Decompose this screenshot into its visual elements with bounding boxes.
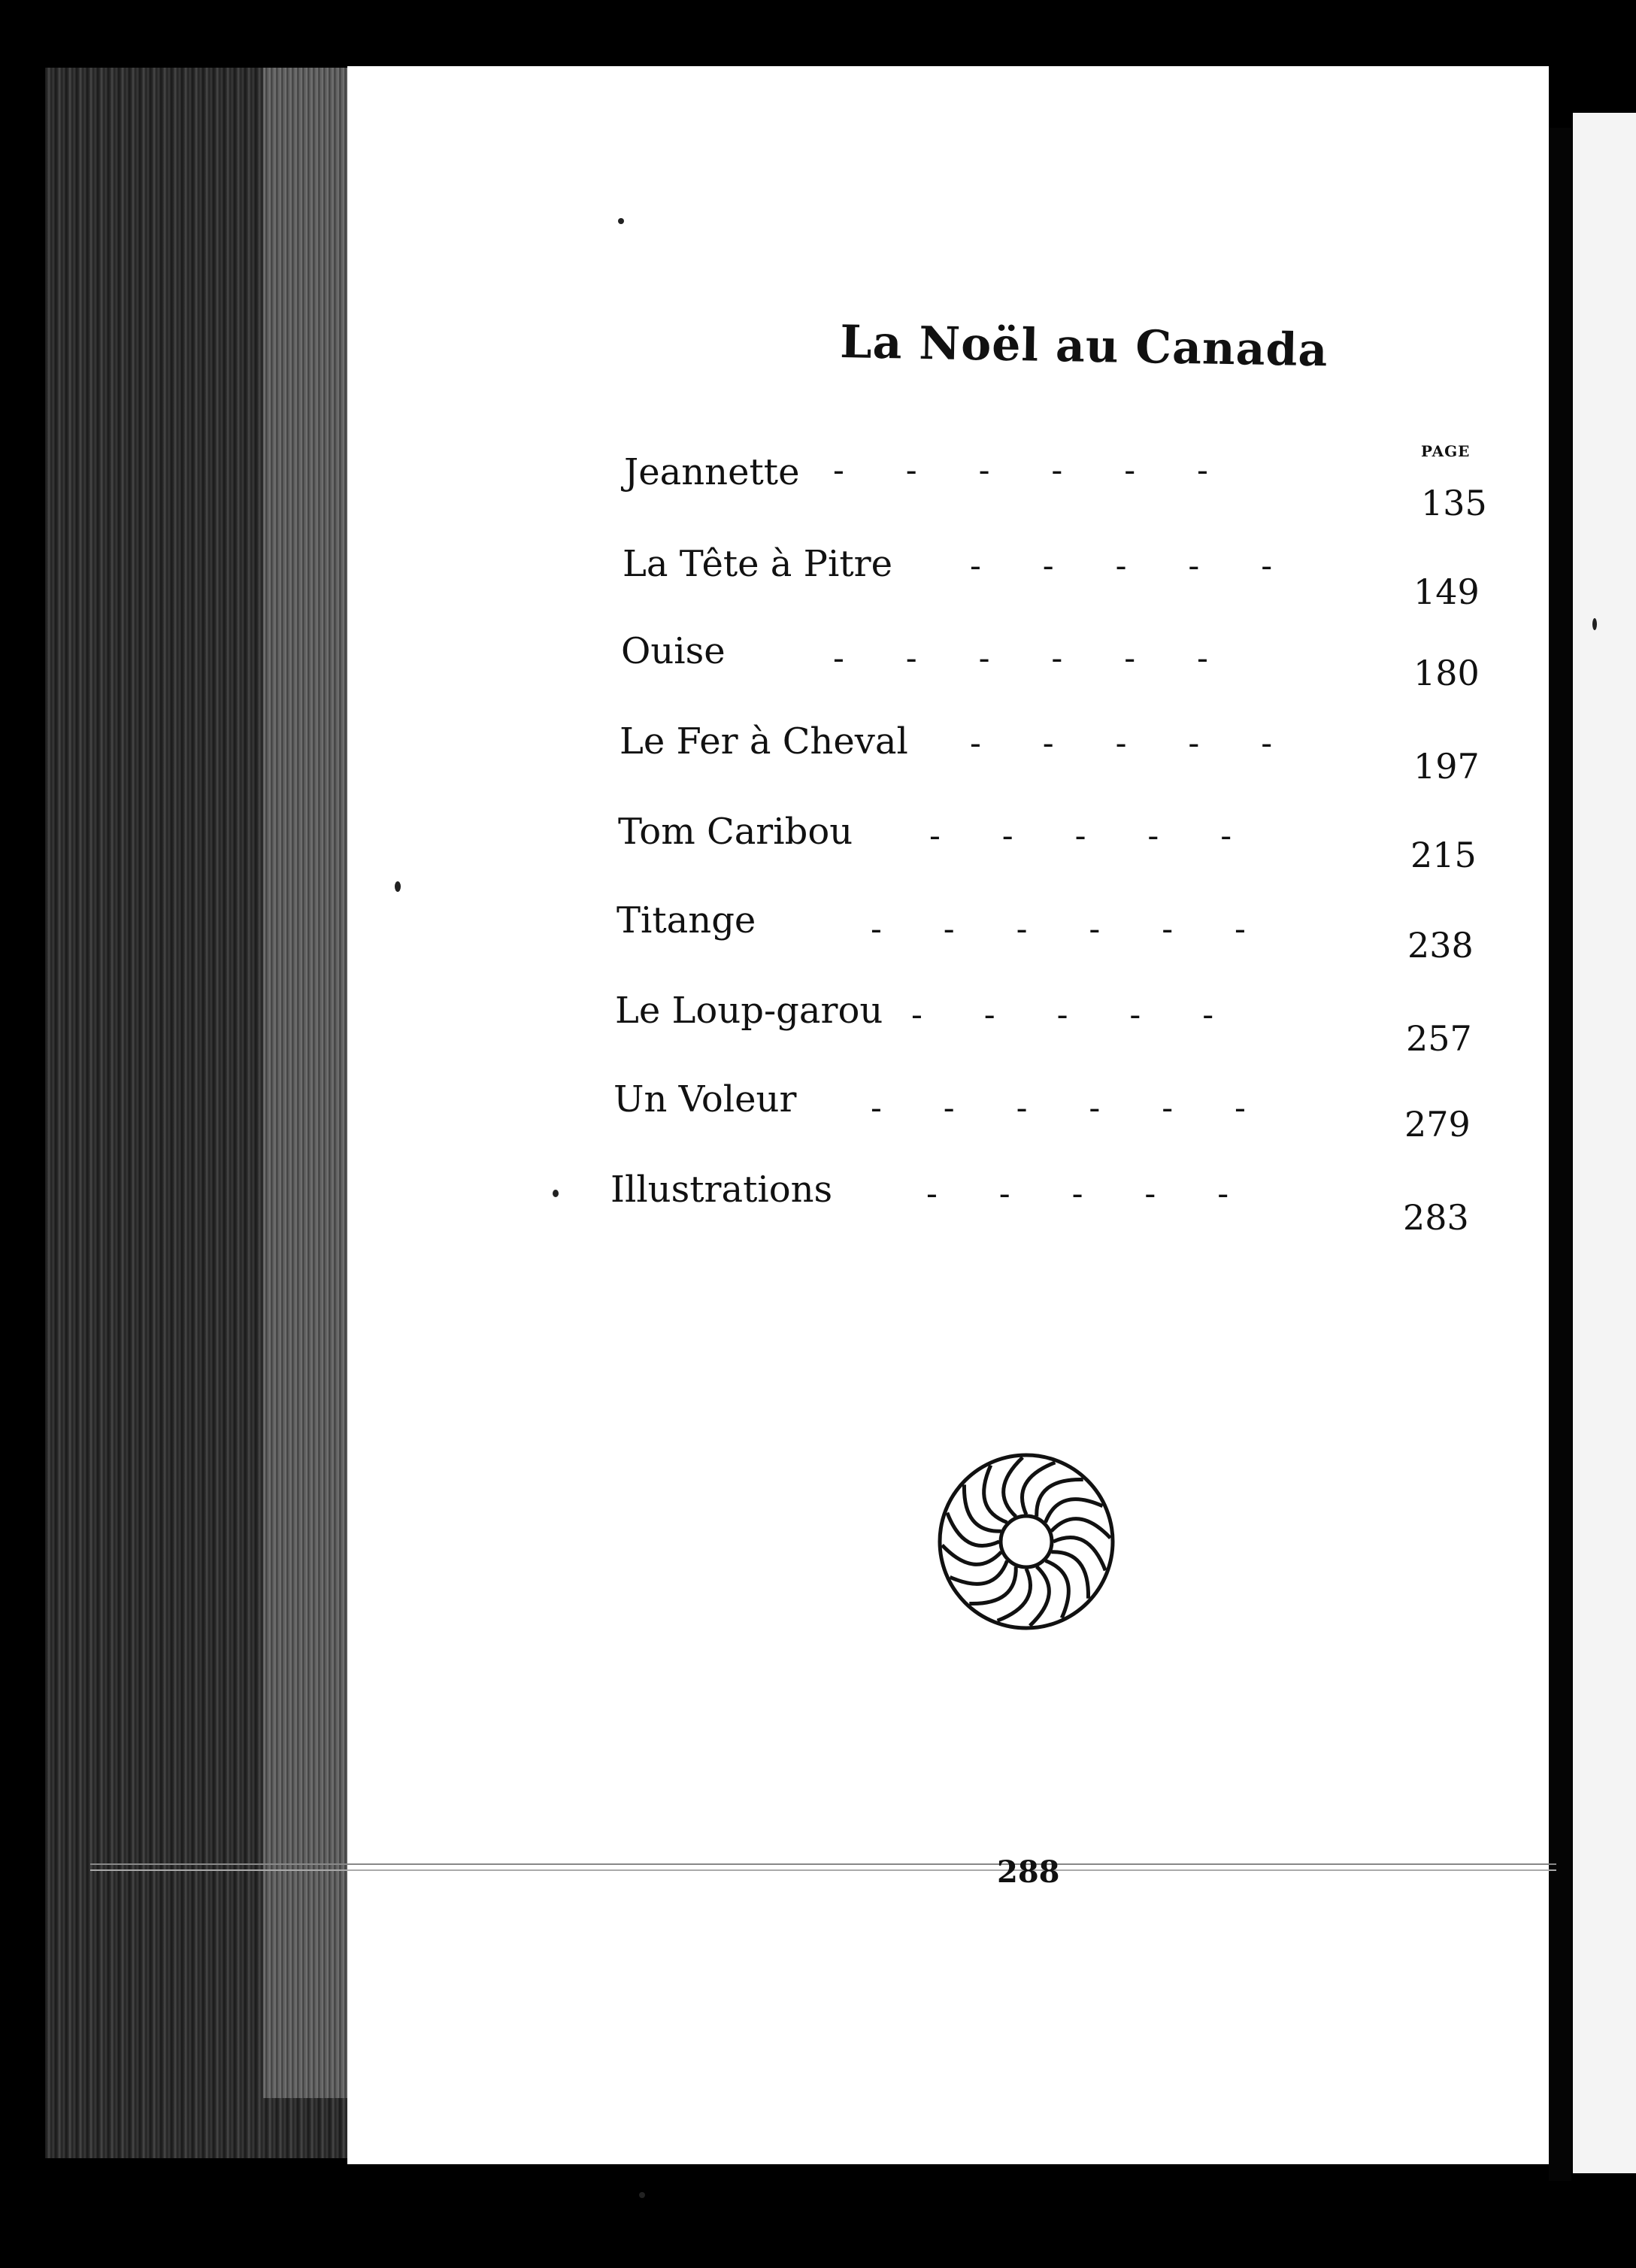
scan-speck (618, 218, 624, 224)
toc-entry-title: Illustrations (610, 1169, 833, 1211)
contents-title: La Noël au Canada (839, 316, 1328, 377)
toc-entry-page: 135 (1421, 483, 1487, 523)
toc-entry (0, 811, 1636, 875)
toc-entry-page: 149 (1413, 572, 1480, 612)
toc-leader-dots: - - - - - (970, 724, 1274, 763)
toc-entry-page: 283 (1403, 1197, 1469, 1238)
toc-leader-dots: - - - - - (929, 817, 1234, 855)
toc-entry-title: Titange (617, 899, 756, 941)
scan-speck (1592, 618, 1597, 630)
toc-entry (0, 1169, 1636, 1238)
scan-speck (553, 1190, 559, 1197)
toc-entry-page: 238 (1407, 925, 1474, 966)
page-column-label: PAGE (1421, 442, 1471, 460)
toc-entry-page: 215 (1410, 835, 1477, 875)
toc-entry (0, 899, 1636, 966)
toc-entry (0, 630, 1636, 693)
rosette-petal (1051, 1519, 1110, 1539)
rosette-petal (942, 1545, 1001, 1565)
toc-entry-title: Tom Caribou (618, 811, 853, 853)
toc-leader-dots: - - - - - - (833, 639, 1210, 678)
toc-entry (0, 451, 1636, 523)
toc-entry-title: Un Voleur (614, 1078, 797, 1120)
toc-entry-title: Ouise (621, 630, 726, 672)
toc-entry-title: La Tête à Pitre (623, 543, 892, 585)
toc-entry-page: 279 (1404, 1104, 1471, 1145)
toc-entry (0, 543, 1636, 612)
page-number: 288 (997, 1854, 1060, 1890)
scan-speck (395, 881, 401, 892)
toc-entry (0, 990, 1636, 1059)
toc-leader-dots: - - - - - (926, 1175, 1231, 1213)
toc-leader-dots: - - - - - - (833, 451, 1210, 490)
toc-leader-dots: - - - - - (970, 547, 1274, 585)
rosette-petal (1004, 1457, 1023, 1517)
toc-entry-title: Le Fer à Cheval (620, 720, 908, 763)
toc-leader-dots: - - - - - - (871, 910, 1247, 948)
toc-entry-title: Le Loup-garou (615, 990, 883, 1032)
toc-entry (0, 720, 1636, 787)
toc-entry-page: 257 (1406, 1018, 1472, 1059)
toc-entry-page: 197 (1413, 746, 1480, 787)
toc-entry (0, 1078, 1636, 1145)
toc-leader-dots: - - - - - (911, 996, 1216, 1034)
rosette-ornament (932, 1448, 1120, 1636)
toc-entry-page: 180 (1413, 653, 1480, 693)
rosette-petal (1030, 1566, 1050, 1626)
toc-leader-dots: - - - - - - (871, 1089, 1247, 1127)
scan-speck (639, 2192, 645, 2198)
scan-rule (90, 1863, 1556, 1871)
toc-entry-title: Jeannette (624, 451, 800, 493)
